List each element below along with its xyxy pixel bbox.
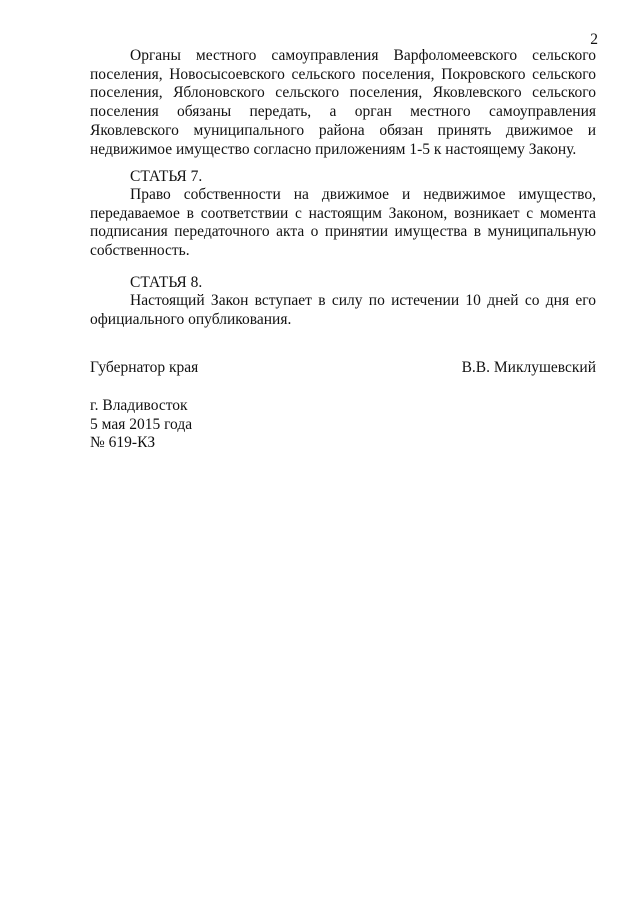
law-number: № 619-КЗ <box>90 434 156 451</box>
signatory-name: В.В. Миклушевский <box>461 359 596 376</box>
issue-details <box>90 397 192 453</box>
signatory-role: Губернатор края <box>90 359 199 376</box>
article-8-text: Настоящий Закон вступает в силу по истечении 10 дней со дня его официального опубликования. <box>90 292 596 328</box>
article-7-text: Право собственности на движимое и недвижимое имущество, передаваемое в соответствии с настоящим Законом, возникает с момента подписания передаточного акта о принятии имущества в муниципальную собственность. <box>90 186 596 260</box>
article-8-heading: СТАТЬЯ 8. <box>130 274 203 291</box>
article-7-heading: СТАТЬЯ 7. <box>130 168 203 185</box>
issue-date: 5 мая 2015 года <box>90 415 193 433</box>
paragraph-property-transfer: Органы местного самоуправления Варфоломеевского сельского поселения, Новосысоевского сельского поселения, Покровского сельского поселения, Яблоновского сельского поселения, Яковлевского сельского поселения обязаны передать, а орган местного самоуправления Яковлевского муниципального района обязан принять движимое и недвижимое имущество согласно приложениям 1-5 к настоящему Закону. <box>90 47 596 158</box>
signature-block <box>90 359 596 379</box>
issue-city: г. Владивосток <box>90 397 188 414</box>
page-number: 2 <box>590 31 598 48</box>
